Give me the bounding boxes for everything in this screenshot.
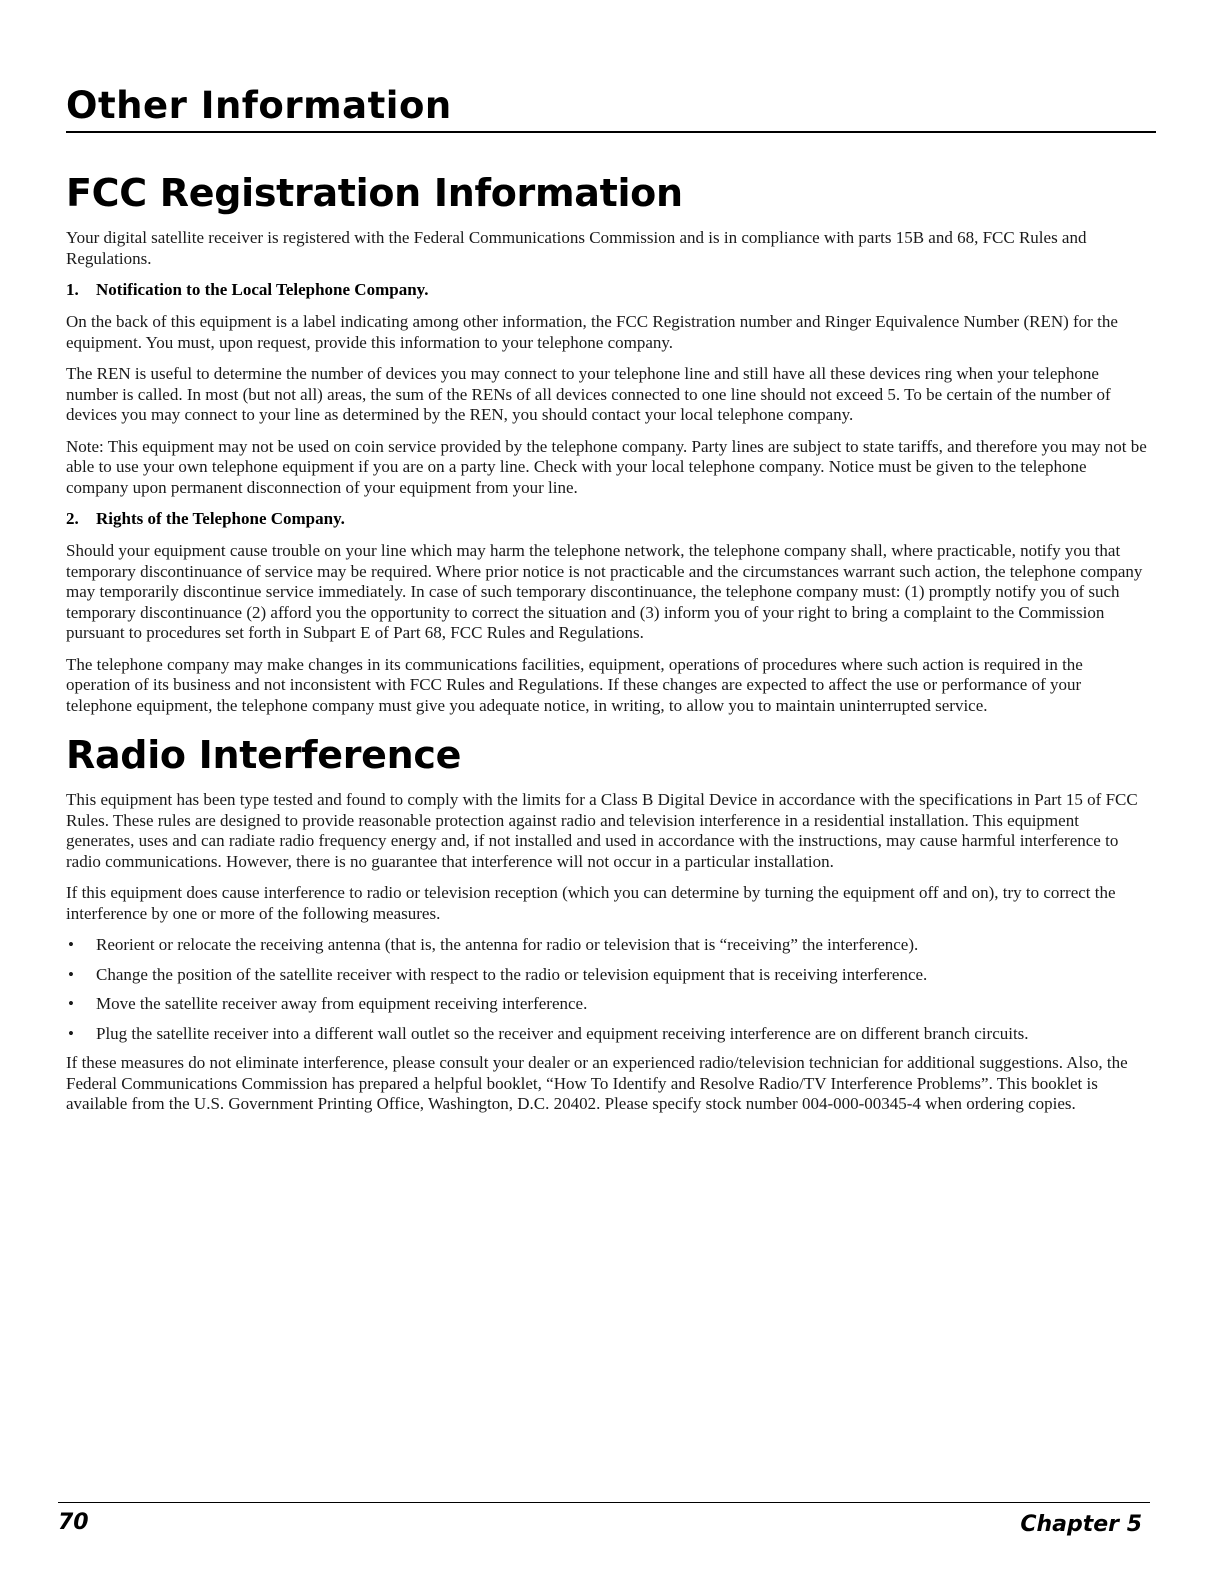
item1-number: 1. bbox=[66, 280, 79, 299]
radio-closing-paragraph: If these measures do not eliminate interference, please consult your dealer or an experienced radio/television technician for additional suggestions. Also, the Federal Communications Commission has prepared a helpful booklet, “How To Identify and Resolve Radio/TV Interference Problems”. This booklet is available from the U.S. Government Printing Office, Washington, D.C. 20402. Please specify stock number 004-000-00345-4 when ordering copies. bbox=[66, 1053, 1128, 1113]
header-divider bbox=[66, 131, 1156, 133]
bullet-icon: • bbox=[68, 1023, 74, 1043]
page-number: 70 bbox=[58, 1510, 89, 1535]
list-item bbox=[66, 1024, 1150, 1045]
fcc-intro: Your digital satellite receiver is registered with the Federal Communications Commission and is in compliance with parts 15B and 68, FCC Rules and Regulations. bbox=[66, 228, 1087, 268]
list-item-text: Change the position of the satellite receiver with respect to the radio or television equipment that is receiving interference. bbox=[96, 964, 928, 984]
bullet-icon: • bbox=[68, 994, 74, 1013]
list-item-text: Move the satellite receiver away from equipment receiving interference. bbox=[96, 994, 588, 1013]
bullet-icon: • bbox=[68, 935, 74, 954]
interference-measures-list bbox=[66, 935, 1150, 1044]
radio-title: Radio Interference bbox=[66, 733, 462, 777]
item2-paragraph: The telephone company may make changes in its communications facilities, equipment, operations of procedures where such action is required in the operation of its business and not inconsistent with FCC Rules and Regulations. If these changes are expected to affect the use or performance of your telephone equipment, the telephone company must give you adequate notice, in writing, to allow you to maintain uninterrupted service. bbox=[66, 654, 1083, 715]
page-content bbox=[66, 168, 1150, 1126]
radio-paragraph: If this equipment does cause interference to radio or television reception (which you can determine by turning the equipment off and on), try to correct the interference by one or more of the following measures. bbox=[66, 883, 1116, 923]
fcc-title: FCC Registration Information bbox=[66, 171, 683, 215]
radio-paragraph: This equipment has been type tested and found to comply with the limits for a Class B Digital Device in accordance with the specifications in Part 15 of FCC Rules. These rules are designed to provide reasonable protection against radio and television interference in a residential installation. This equipment generates, uses and can radiate radio frequency energy and, if not installed and used in accordance with the instructions, may cause harmful interference to radio communications. However, there is no guarantee that interference will not occur in a particular installation. bbox=[66, 790, 1138, 871]
footer-divider bbox=[58, 1502, 1150, 1503]
bullet-icon: • bbox=[68, 964, 74, 984]
item2-heading-text: Rights of the Telephone Company. bbox=[96, 509, 345, 528]
item1-heading bbox=[66, 280, 1150, 300]
list-item bbox=[66, 965, 1150, 986]
chapter-label: Chapter 5 bbox=[1020, 1512, 1142, 1537]
list-item bbox=[66, 935, 1150, 956]
item1-paragraph: The REN is useful to determine the number of devices you may connect to your telephone line and still have all these devices ring when your telephone number is called. In most (but not all) areas, the sum of the RENs of all devices connected to one line should not exceed 5. To be certain of the number of devices you may connect to your line as determined by the REN, you should contact your local telephone company. bbox=[66, 364, 1111, 424]
item1-heading-text: Notification to the Local Telephone Company. bbox=[96, 280, 429, 299]
item1-paragraph: Note: This equipment may not be used on coin service provided by the telephone company. Party lines are subject to state tariffs, and therefore you may not be able to use your own telephone equipment if you are on a party line. Check with your local telephone company. Notice must be given to the telephone company upon permanent disconnection of your equipment from your line. bbox=[66, 436, 1147, 497]
list-item-text: Plug the satellite receiver into a different wall outlet so the receiver and equipment receiving interference are on different branch circuits. bbox=[96, 1023, 1029, 1043]
section-header: Other Information bbox=[66, 84, 452, 127]
item1-paragraph: On the back of this equipment is a label indicating among other information, the FCC Registration number and Ringer Equivalence Number (REN) for the equipment. You must, upon request, provide this information to your telephone company. bbox=[66, 312, 1118, 352]
item2-paragraph: Should your equipment cause trouble on your line which may harm the telephone network, the telephone company shall, where practicable, notify you that temporary discontinuance of service may be required. Where prior notice is not practicable and the circumstances warrant such action, the telephone company may temporarily discontinue service immediately. In case of such temporary discontinuance, the telephone company must: (1) promptly notify you of such temporary discontinuance (2) afford you the opportunity to correct the situation and (3) inform you of your right to bring a complaint to the Commission pursuant to procedures set forth in Subpart E of Part 68, FCC Rules and Regulations. bbox=[66, 541, 1143, 642]
list-item-text: Reorient or relocate the receiving antenna (that is, the antenna for radio or television that is “receiving” the interference). bbox=[96, 935, 919, 954]
item2-number: 2. bbox=[66, 509, 79, 528]
list-item bbox=[66, 994, 1150, 1015]
item2-heading bbox=[66, 509, 1150, 529]
